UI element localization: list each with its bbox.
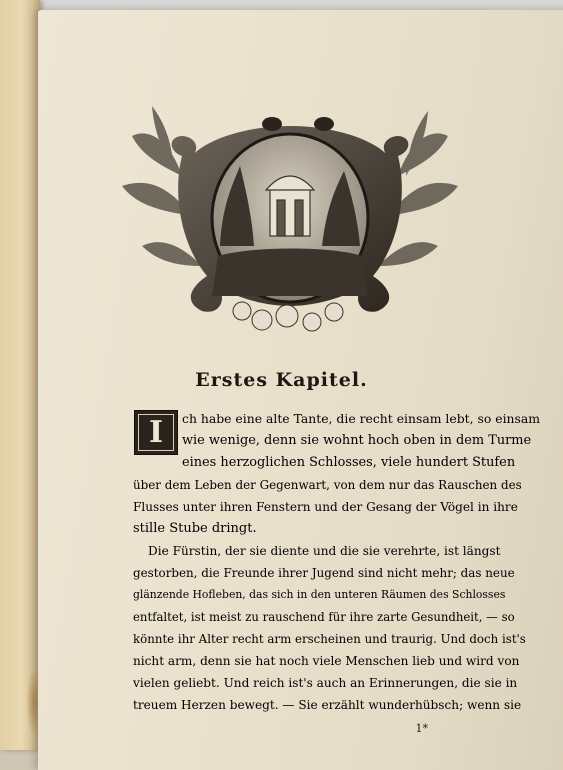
text-line: über dem Leben der Gegenwart, von dem nur das Rauschen des xyxy=(133,478,522,492)
text-line: Die Fürstin, der sie diente und die sie verehrte, ist längst xyxy=(148,544,501,558)
text-line: vielen geliebt. Und reich ist's auch an Erinnerungen, die sie in xyxy=(133,676,518,690)
text-line: stille Stube dringt. xyxy=(133,521,257,536)
scene-pavilion xyxy=(266,176,314,236)
text-line: treuem Herzen bewegt. — Sie erzählt wunderhübsch; wenn sie xyxy=(133,698,522,712)
text-line: nicht arm, denn sie hat noch viele Menschen lieb und wird von xyxy=(133,654,520,668)
text-line: könnte ihr Alter recht arm erscheinen und traurig. Und doch ist's xyxy=(133,632,526,646)
page-signature-mark: 1* xyxy=(415,722,428,735)
text-line: ch habe eine alte Tante, die recht einsam lebt, so einsam xyxy=(182,411,541,426)
text-line: wie wenige, denn sie wohnt hoch oben in dem Turme xyxy=(182,433,532,448)
text-line: Flusses unter ihren Fenstern und der Gesang der Vögel in ihre xyxy=(133,500,518,514)
text-line: entfaltet, ist meist zu rauschend für ihre zarte Gesundheit, — so xyxy=(133,610,515,624)
initial-letter: I xyxy=(148,415,164,450)
text-line: eines herzoglichen Schlosses, viele hundert Stufen xyxy=(182,455,516,470)
chapter-vignette-illustration xyxy=(112,96,468,342)
text-line: gestorben, die Freunde ihrer Jugend sind nicht mehr; das neue xyxy=(133,566,515,580)
decorated-initial xyxy=(134,410,178,455)
chapter-title: Erstes Kapitel. xyxy=(195,369,368,391)
text-line: glänzende Hofleben, das sich in den unteren Räumen des Schlosses xyxy=(133,588,506,601)
flower-garland xyxy=(233,302,343,331)
